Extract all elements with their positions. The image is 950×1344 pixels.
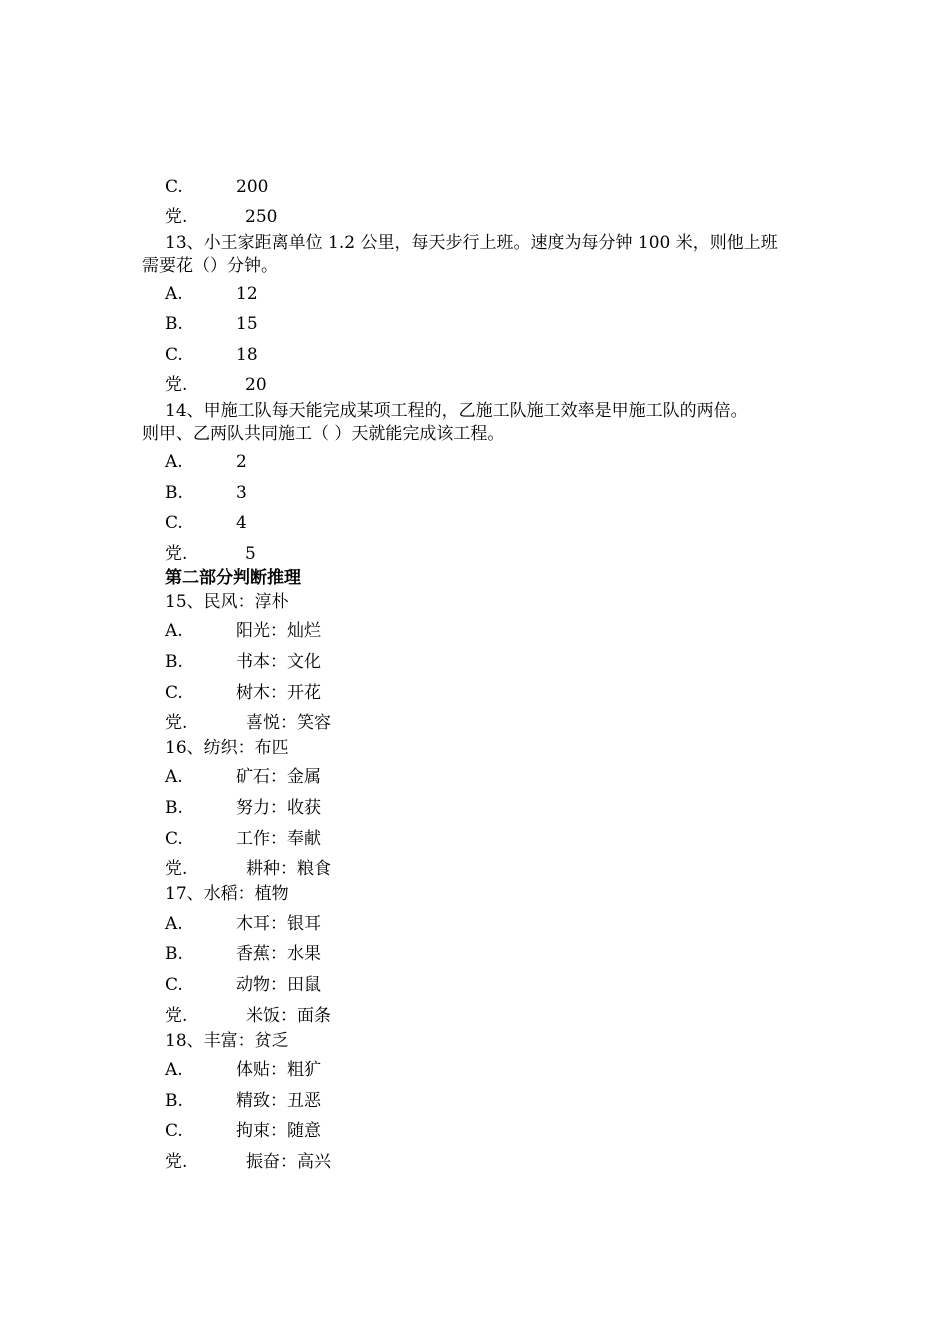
q15-option-d-letter: 党. [165,713,188,733]
q17-option-d-letter: 党. [165,1006,188,1026]
q18-option-b-letter: B. [165,1091,183,1111]
q17-option-b-value: 香蕉：水果 [236,944,321,964]
q16-option-a-value: 矿石：金属 [236,767,321,787]
q12-option-d-value: 250 [245,207,278,227]
q14-stem-line2: 则甲、乙两队共同施工（ ）天就能完成该工程。 [142,424,505,444]
q16-option-c-letter: C. [165,829,183,849]
q18-option-a-value: 体贴：粗犷 [236,1060,321,1080]
q14-option-d-letter: 党. [165,544,188,564]
q13-option-a-letter: A. [165,284,183,304]
q14-option-b-letter: B. [165,483,183,503]
q17-stem: 17、水稻：植物 [165,884,289,904]
q15-option-d-value: 喜悦：笑容 [246,713,331,733]
q16-option-a-letter: A. [165,767,183,787]
q14-stem-line1: 14、甲施工队每天能完成某项工程的，乙施工队施工效率是甲施工队的两倍。 [165,401,748,421]
q15-option-a-letter: A. [165,621,183,641]
q14-option-d-value: 5 [245,544,256,564]
q18-option-c-value: 拘束：随意 [236,1121,321,1141]
q17-option-d-value: 米饭：面条 [246,1006,331,1026]
q17-option-c-letter: C. [165,975,183,995]
q16-option-b-letter: B. [165,798,183,818]
q18-stem: 18、丰富：贫乏 [165,1031,289,1051]
q15-stem: 15、民风：淳朴 [165,592,289,612]
section-heading: 第二部分判断推理 [165,568,301,588]
q13-option-d-letter: 党. [165,375,188,395]
q13-option-b-value: 15 [236,314,258,334]
q15-option-c-letter: C. [165,683,183,703]
q16-option-b-value: 努力：收获 [236,798,321,818]
q18-option-c-letter: C. [165,1121,183,1141]
q17-option-b-letter: B. [165,944,183,964]
q14-option-b-value: 3 [236,483,247,503]
q14-option-c-value: 4 [236,513,247,533]
q18-option-d-letter: 党. [165,1152,188,1172]
q13-option-a-value: 12 [236,284,258,304]
q15-option-b-letter: B. [165,652,183,672]
q15-option-a-value: 阳光：灿烂 [236,621,321,641]
q12-option-c-letter: C. [165,177,183,197]
q16-stem: 16、纺织：布匹 [165,738,289,758]
q13-stem-line2: 需要花（）分钟。 [142,256,278,276]
q18-option-b-value: 精致：丑恶 [236,1091,321,1111]
q13-option-b-letter: B. [165,314,183,334]
q18-option-a-letter: A. [165,1060,183,1080]
q13-option-c-letter: C. [165,345,183,365]
q14-option-a-letter: A. [165,452,183,472]
q16-option-d-value: 耕种：粮食 [246,859,331,879]
q18-option-d-value: 振奋：高兴 [246,1152,331,1172]
q14-option-c-letter: C. [165,513,183,533]
q16-option-c-value: 工作：奉献 [236,829,321,849]
q16-option-d-letter: 党. [165,859,188,879]
q12-option-d-letter: 党. [165,207,188,227]
q13-option-d-value: 20 [245,375,267,395]
q13-stem-line1: 13、小王家距离单位 1.2 公里，每天步行上班。速度为每分钟 100 米，则他上班 [165,233,778,253]
q13-option-c-value: 18 [236,345,258,365]
q17-option-a-letter: A. [165,914,183,934]
q14-option-a-value: 2 [236,452,247,472]
q15-option-b-value: 书本：文化 [236,652,321,672]
q12-option-c-value: 200 [236,177,269,197]
q17-option-c-value: 动物：田鼠 [236,975,321,995]
q17-option-a-value: 木耳：银耳 [236,914,321,934]
q15-option-c-value: 树木：开花 [236,683,321,703]
